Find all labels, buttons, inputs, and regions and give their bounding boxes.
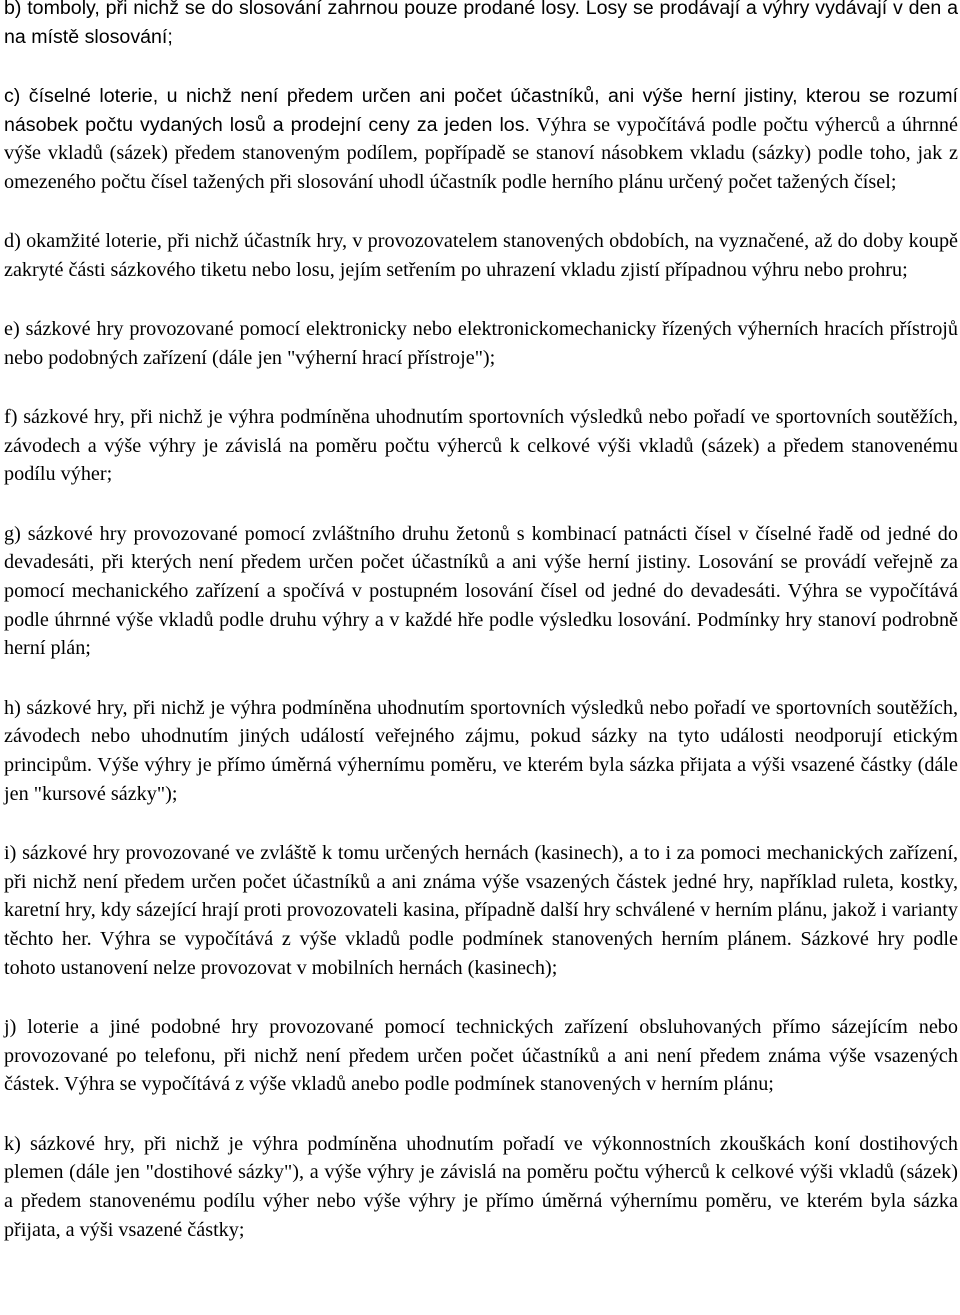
paragraph-h-kursove-sazky bbox=[4, 694, 958, 809]
paragraph-text: h) sázkové hry, při nichž je výhra podmíněna uhodnutím sportovních výsledků nebo pořadí ve sportovních soutěžích, závodech nebo uhodnutím jiných událostí veřejného zájmu, pokud sázky na tyto události neodporují etickým principům. Výše výhry je přímo úměrná výhernímu poměru, ve kterém byla sázka přijata a výši vsazené částky (dále jen "kursové sázky"); bbox=[4, 696, 958, 805]
paragraph-k-dostihove-sazky bbox=[4, 1130, 958, 1245]
paragraph-b-tomboly bbox=[4, 0, 958, 51]
paragraph-text: j) loterie a jiné podobné hry provozované pomocí technických zařízení obsluhovaných přímo sázejícím nebo provozované po telefonu, při nichž není předem určen počet účastníků a ani není předem známa výše vsazených částek. Výhra se vypočítává z výše vkladů anebo podle podmínek stanovených v herním plánu; bbox=[4, 1015, 958, 1096]
paragraph-text: c) číselné loterie, u nichž není předem určen ani počet účastníků, ani výše herní jistiny, kterou se rozumí násobek počtu vydaných losů a prodejní ceny za jeden los. bbox=[4, 84, 958, 136]
paragraph-text: Výhra se vypočítává podle počtu výherců a úhrnné výše vkladů (sázek) předem stanoveným podílem, popřípadě se stanoví násobkem vkladu (sázky) podle toho, jak z omezeného počtu čísel tažených při slosování uhodl účastník podle herního plánu určený počet tažených čísel; bbox=[4, 113, 958, 194]
paragraph-text: e) sázkové hry provozované pomocí elektronicky nebo elektronickomechanicky řízených výherních hracích přístrojů nebo podobných zařízení (dále jen "výherní hrací přístroje"); bbox=[4, 318, 958, 369]
paragraph-j-technicka-zarizeni bbox=[4, 1013, 958, 1099]
paragraph-text: d) okamžité loterie, při nichž účastník hry, v provozovatelem stanovených obdobích, na vyznačené, až do doby koupě zakryté části sázkového tiketu nebo losu, jejím setřením po uhrazení vkladu zjistí případnou výhru nebo prohru; bbox=[4, 230, 958, 281]
paragraph-g-zetony-bingo bbox=[4, 520, 958, 664]
paragraph-d-okamzite-loterie bbox=[4, 227, 958, 284]
paragraph-e-vyherni-pristroje bbox=[4, 315, 958, 372]
paragraph-c-ciselne-loterie bbox=[4, 82, 958, 197]
paragraph-text: g) sázkové hry provozované pomocí zvláštního druhu žetonů s kombinací patnácti čísel v číselné řadě od jedné do devadesáti, při kterých není předem určen počet účastníků a ani výše herní jistiny. Losování se provádí veřejně za pomocí mechanického zařízení a spočívá v postupném losování čísel od jedné do devadesáti. Výhra se vypočítává podle úhrnné výše vkladů podle druhu výhry a v každé hře podle výsledku losování. Podmínky hry stanoví podrobně herní plán; bbox=[4, 522, 958, 660]
paragraph-text: f) sázkové hry, při nichž je výhra podmíněna uhodnutím sportovních výsledků nebo pořadí ve sportovních soutěžích, závodech a výše výhry je závislá na poměru počtu výherců k celkové výši vkladů (sázek) a předem stanovenému podílu výher; bbox=[4, 406, 958, 486]
paragraph-f-sportovni-sazky bbox=[4, 403, 958, 489]
paragraph-i-kasina bbox=[4, 839, 958, 983]
paragraph-text: k) sázkové hry, při nichž je výhra podmíněna uhodnutím pořadí ve výkonnostních zkouškách koní dostihových plemen (dále jen "dostihové sázky"), a výše výhry je závislá na poměru počtu výherců k celkové výši vkladů (sázek) a předem stanovenému podílu výher nebo výše výhry je přímo úměrná výhernímu poměru, ve kterém byla sázka přijata, a výši vsazené částky; bbox=[4, 1132, 958, 1241]
paragraph-text: b) tomboly, při nichž se do slosování zahrnou pouze prodané losy. Losy se prodávají a výhry vydávají v den a na místě slosování; bbox=[4, 0, 958, 48]
document-page bbox=[4, 0, 958, 1275]
paragraph-text: i) sázkové hry provozované ve zvláště k tomu určených hernách (kasinech), a to i za pomoci mechanických zařízení, při nichž není předem určen počet účastníků a ani známa výše vsazených částek jedné hry, například ruleta, kostky, karetní hry, kdy sázející hrají proti provozovateli kasina, případně další hry schválené v herním plánu, jakož i varianty těchto her. Výhra se vypočítává z výše vkladů podle podmínek stanovených herním plánem. Sázkové hry podle tohoto ustanovení nelze provozovat v mobilních hernách (kasinech); bbox=[4, 841, 958, 979]
